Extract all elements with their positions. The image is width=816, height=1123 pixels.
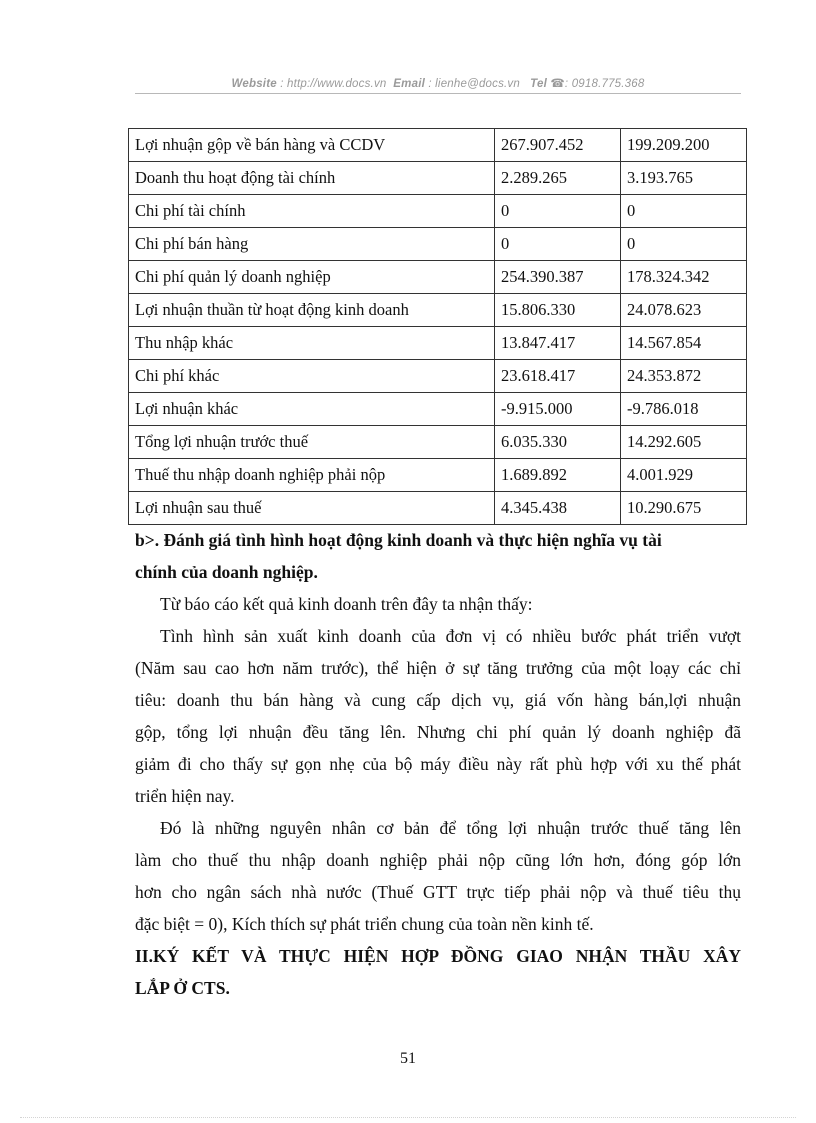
value-cell-1: 0: [495, 195, 621, 228]
table-row: [129, 327, 747, 360]
row-label-cell: Doanh thu hoạt động tài chính: [129, 162, 495, 195]
tel-label: Tel: [530, 78, 547, 90]
paragraph-line: đặc biệt = 0), Kích thích sự phát triển chung của toàn nền kinh tế.: [135, 914, 594, 934]
page-number: 51: [400, 1050, 416, 1067]
value-cell-2: 178.324.342: [621, 261, 747, 294]
paragraph-line: Tình hình sản xuất kinh doanh của đơn vị có nhiều bước phát triển vượt: [160, 626, 741, 646]
row-label-cell: Chi phí bán hàng: [129, 228, 495, 261]
section-heading-b-line-2: chính của doanh nghiệp.: [135, 562, 318, 582]
table-row: [129, 129, 747, 162]
row-label-cell: Tổng lợi nhuận trước thuế: [129, 426, 495, 459]
value-cell-2: 24.353.872: [621, 360, 747, 393]
header-divider: [135, 93, 741, 94]
paragraph-line: triển hiện nay.: [135, 786, 235, 806]
value-cell-1: 0: [495, 228, 621, 261]
value-cell-1: 6.035.330: [495, 426, 621, 459]
value-cell-1: -9.915.000: [495, 393, 621, 426]
table-row: [129, 228, 747, 261]
row-label-cell: Thu nhập khác: [129, 327, 495, 360]
table-row: [129, 393, 747, 426]
phone-icon: ☎: [550, 78, 565, 90]
value-cell-2: 0: [621, 195, 747, 228]
section-heading-b-line-1: b>. Đánh giá tình hình hoạt động kinh doanh và thực hiện nghĩa vụ tài: [135, 530, 662, 550]
value-cell-1: 267.907.452: [495, 129, 621, 162]
table-row: [129, 426, 747, 459]
table-row: [129, 195, 747, 228]
value-cell-1: 2.289.265: [495, 162, 621, 195]
row-label-cell: Chi phí quản lý doanh nghiệp: [129, 261, 495, 294]
value-cell-1: 4.345.438: [495, 492, 621, 525]
value-cell-2: 14.567.854: [621, 327, 747, 360]
row-label-cell: Lợi nhuận khác: [129, 393, 495, 426]
value-cell-2: 199.209.200: [621, 129, 747, 162]
value-cell-1: 13.847.417: [495, 327, 621, 360]
paragraph-line: làm cho thuế thu nhập doanh nghiệp phải nộp cũng lớn hơn, đóng góp lớn: [135, 850, 741, 870]
row-label-cell: Chi phí khác: [129, 360, 495, 393]
table-row: [129, 294, 747, 327]
paragraph-line: Đó là những nguyên nhân cơ bản để tổng lợi nhuận trước thuế tăng lên: [160, 818, 741, 838]
value-cell-2: -9.786.018: [621, 393, 747, 426]
footer-divider: [20, 1117, 796, 1118]
tel-value: : 0918.775.368: [564, 78, 645, 90]
value-cell-1: 23.618.417: [495, 360, 621, 393]
value-cell-2: 4.001.929: [621, 459, 747, 492]
row-label-cell: Lợi nhuận thuần từ hoạt động kinh doanh: [129, 294, 495, 327]
table-row: [129, 459, 747, 492]
paragraph-intro: Từ báo cáo kết quả kinh doanh trên đây ta nhận thấy:: [160, 594, 533, 614]
paragraph-line: tiêu: doanh thu bán hàng và cung cấp dịch vụ, giá vốn hàng bán,lợi nhuận: [135, 690, 741, 710]
value-cell-2: 14.292.605: [621, 426, 747, 459]
table-row: [129, 261, 747, 294]
website-value: : http://www.docs.vn: [280, 78, 387, 90]
row-label-cell: Lợi nhuận sau thuế: [129, 492, 495, 525]
table-row: [129, 492, 747, 525]
section-title-ii-line-1: II.KÝ KẾT VÀ THỰC HIỆN HỢP ĐỒNG GIAO NHẬN THẦU XÂY: [135, 946, 741, 966]
paragraph-line: giảm đi cho thấy sự gọn nhẹ của bộ máy điều này rất phù hợp với xu thế phát: [135, 754, 741, 774]
row-label-cell: Chi phí tài chính: [129, 195, 495, 228]
value-cell-1: 254.390.387: [495, 261, 621, 294]
value-cell-2: 10.290.675: [621, 492, 747, 525]
row-label-cell: Thuế thu nhập doanh nghiệp phải nộp: [129, 459, 495, 492]
paragraph-line: (Năm sau cao hơn năm trước), thể hiện ở sự tăng trưởng của một loạy các chỉ: [135, 658, 741, 678]
section-title-ii-line-2: LẮP Ở CTS.: [135, 978, 230, 998]
value-cell-1: 15.806.330: [495, 294, 621, 327]
value-cell-1: 1.689.892: [495, 459, 621, 492]
paragraph-line: gộp, tổng lợi nhuận đều tăng lên. Nhưng chi phí quản lý doanh nghiệp đã: [135, 722, 741, 742]
paragraph-line: hơn cho ngân sách nhà nước (Thuế GTT trực tiếp phải nộp và thuế tiêu thụ: [135, 882, 741, 902]
row-label-cell: Lợi nhuận gộp về bán hàng và CCDV: [129, 129, 495, 162]
email-label: Email: [393, 78, 425, 90]
email-value: : lienhe@docs.vn: [428, 78, 520, 90]
value-cell-2: 0: [621, 228, 747, 261]
value-cell-2: 3.193.765: [621, 162, 747, 195]
income-statement-table: [128, 128, 747, 525]
table-row: [129, 360, 747, 393]
value-cell-2: 24.078.623: [621, 294, 747, 327]
page-header: [135, 76, 741, 90]
website-label: Website: [231, 78, 277, 90]
table-row: [129, 162, 747, 195]
